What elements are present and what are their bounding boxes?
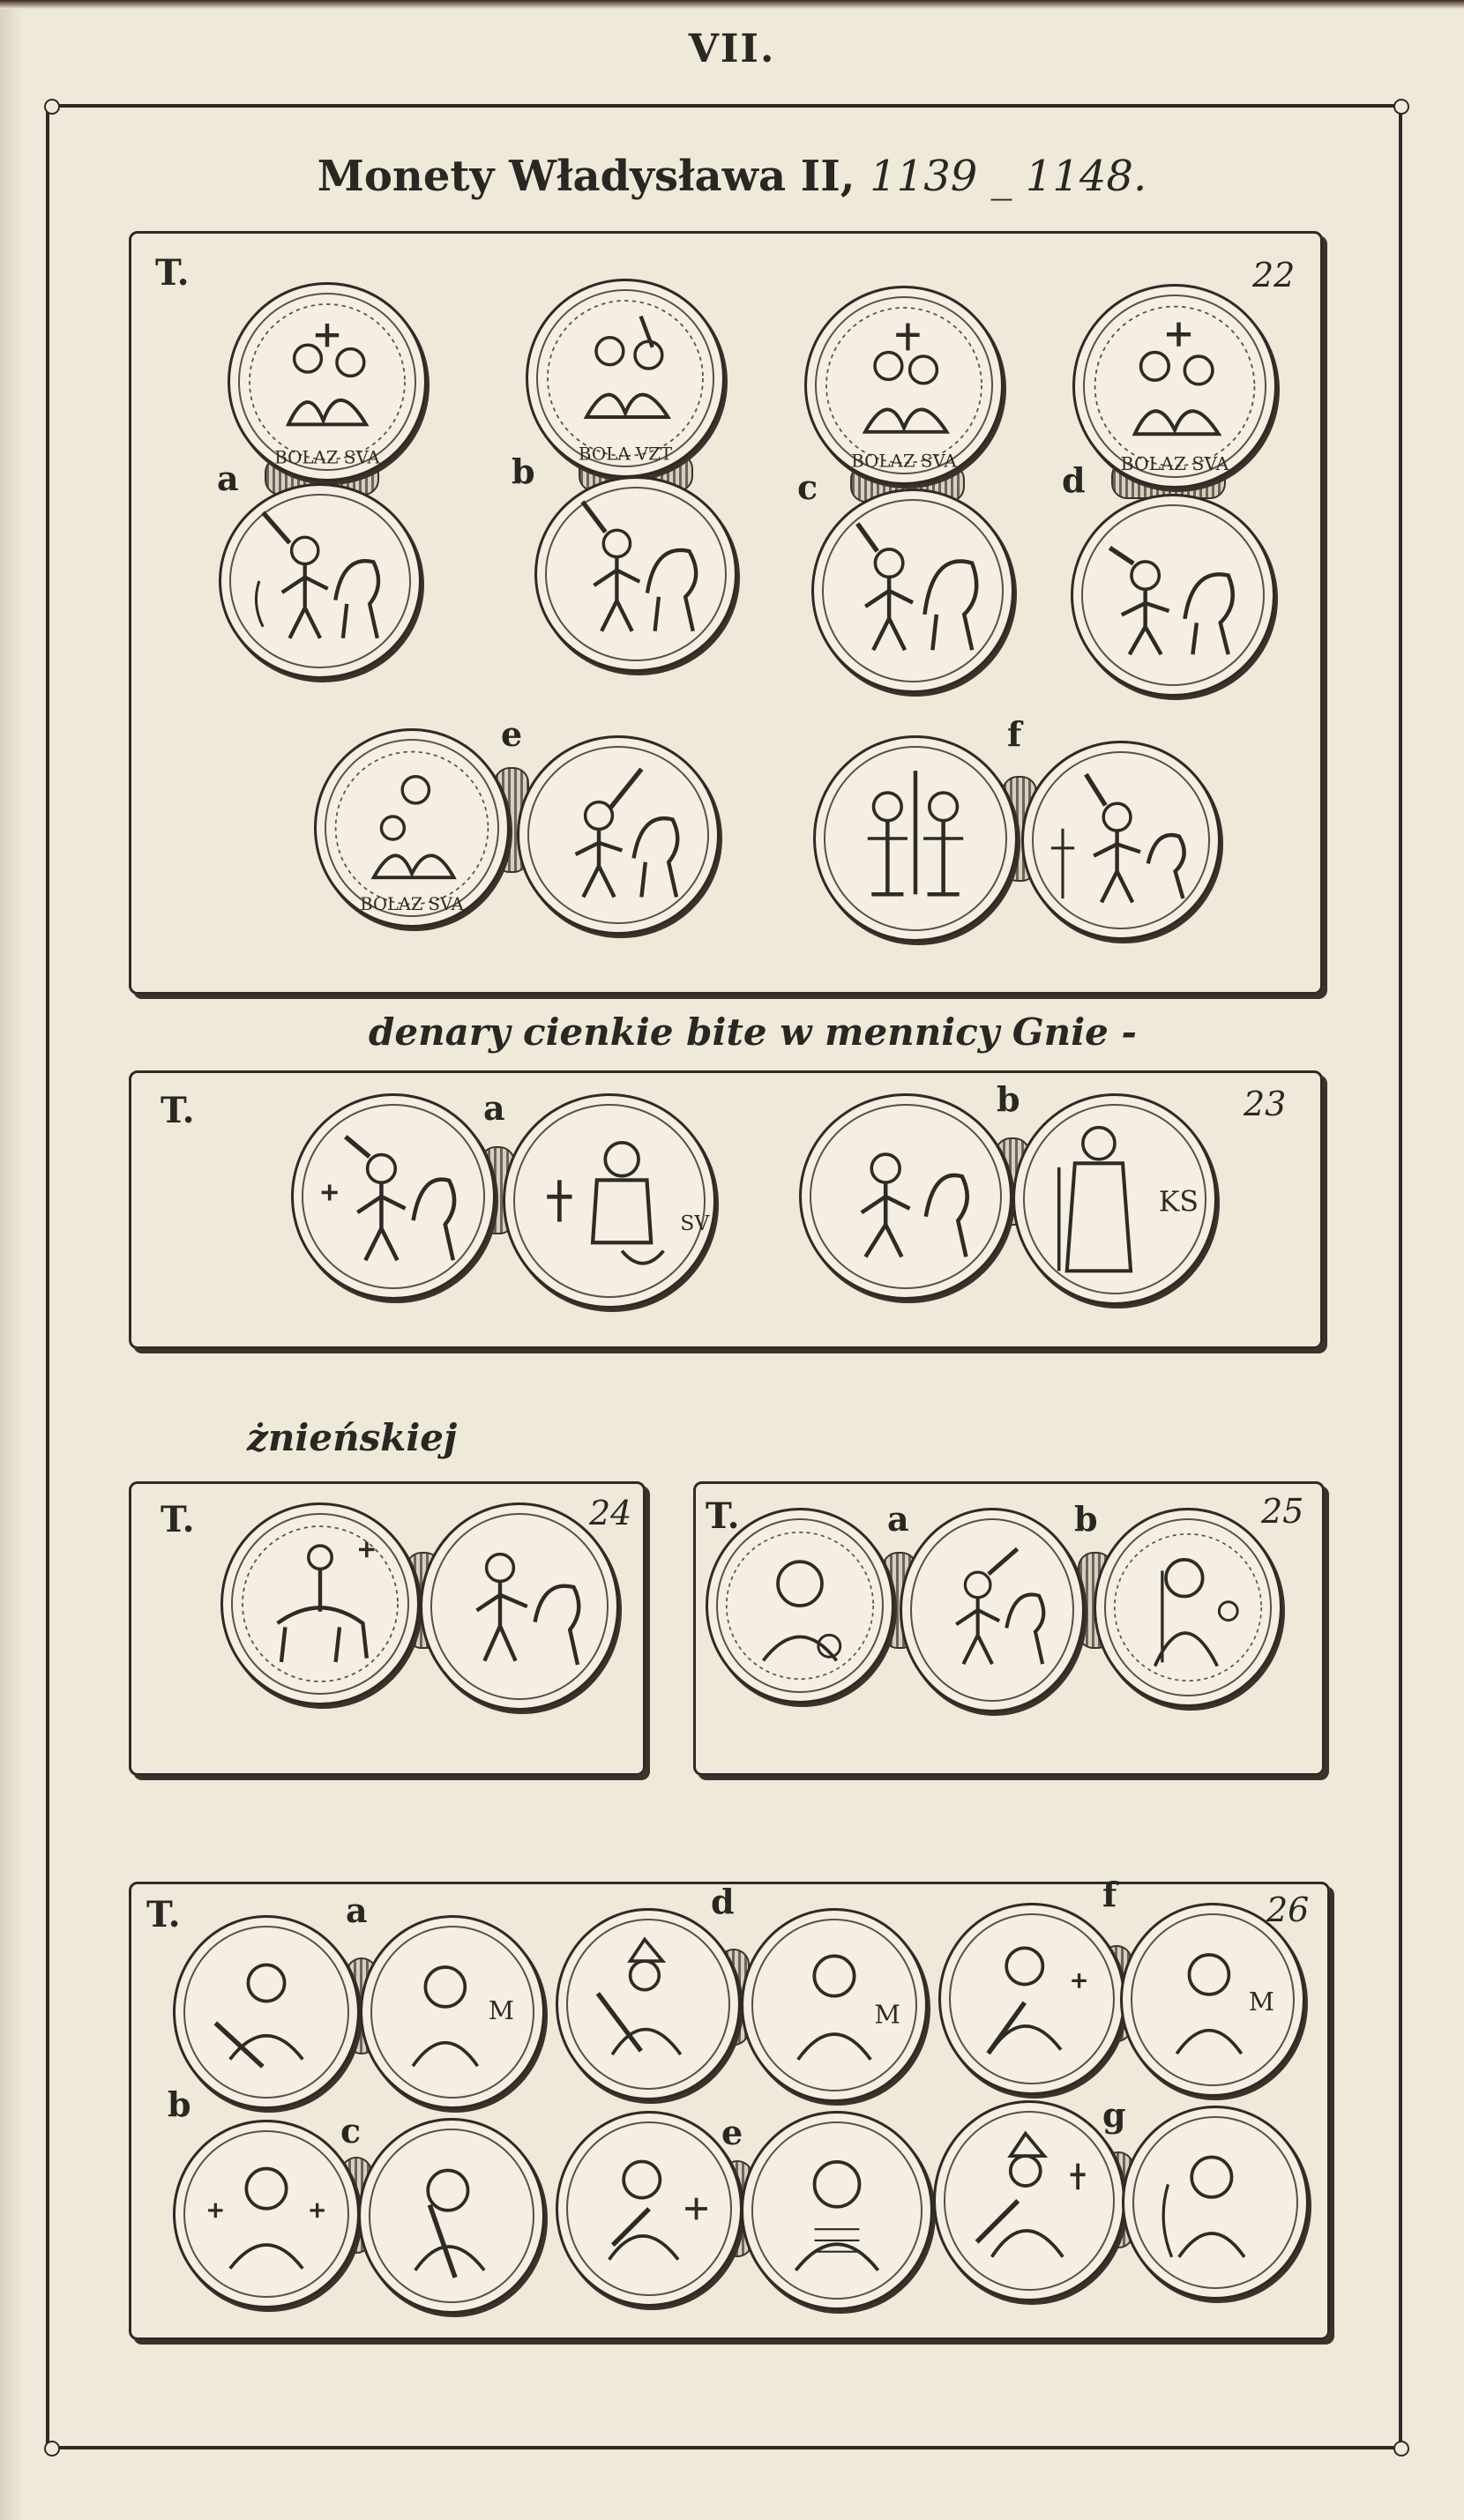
- coin-label-g: g: [1102, 2095, 1126, 2135]
- coin-22a-obverse: [228, 282, 427, 481]
- bust-engraving: [743, 2114, 930, 2308]
- coin-label-f: f: [1102, 1875, 1117, 1914]
- frame-corner-ring: [44, 99, 60, 115]
- svg-text:BOLA VZT: BOLA VZT: [578, 444, 673, 465]
- title-dates: 1139 _ 1148.: [870, 152, 1147, 201]
- coin-26f-obverse: [938, 1903, 1125, 2095]
- coin-22c-reverse: [811, 488, 1014, 693]
- svg-text:BOLAZ SVA: BOLAZ SVA: [360, 893, 464, 914]
- panel-t-mark: T.: [155, 252, 190, 294]
- warrior-lion-engraving: [814, 491, 1012, 690]
- svg-text:KS: KS: [1158, 1186, 1199, 1219]
- coin-22b-reverse: [534, 476, 737, 672]
- bishop-with-sword-engraving: [558, 1911, 738, 2098]
- coin-22e-obverse: [314, 728, 510, 928]
- coin-26b: [173, 2120, 360, 2308]
- seated-figures-engraving: [528, 281, 722, 475]
- panel-number: 22: [1252, 256, 1296, 294]
- plate-number: VII.: [688, 26, 776, 71]
- panel-t-mark: T.: [146, 1894, 181, 1935]
- bust-with-sword-engraving: [558, 2114, 740, 2304]
- coin-22d-reverse: [1071, 494, 1275, 697]
- coin-22f-reverse: [1021, 741, 1221, 940]
- coin-label-c: c: [340, 2111, 362, 2151]
- svg-text:M: M: [1248, 1987, 1275, 2017]
- coin-25a: [900, 1508, 1085, 1712]
- coin-23b-reverse: [1012, 1093, 1217, 1305]
- coin-23b-obverse: [799, 1093, 1012, 1300]
- coin-26f-reverse: [1120, 1903, 1305, 2097]
- panel-number: 24: [589, 1494, 632, 1532]
- coin-label-b: b: [1074, 1499, 1098, 1539]
- frame-corner-ring: [1393, 2441, 1409, 2457]
- coin-label-a: a: [217, 459, 239, 498]
- two-figures-engraving: [816, 738, 1015, 939]
- frame-corner-ring: [44, 2441, 60, 2457]
- page-top-edge: [0, 0, 1464, 9]
- coin-label-d: d: [711, 1882, 735, 1921]
- caption-line-two: żnieńskiej: [247, 1416, 458, 1459]
- svg-text:BOLAZ SVA: BOLAZ SVA: [274, 447, 380, 468]
- coin-label-c: c: [797, 467, 818, 507]
- seated-figures-engraving: [1075, 287, 1274, 486]
- warrior-lion-engraving: [422, 1505, 616, 1708]
- coin-24-reverse: [420, 1502, 619, 1711]
- coin-26a-obverse: [173, 1915, 360, 2109]
- warrior-lion-engraving: [1024, 743, 1218, 937]
- bust-engraving: [362, 1918, 542, 2106]
- coin-22b-obverse: [526, 279, 725, 478]
- seated-figures-engraving: [230, 285, 424, 479]
- coin-22a-reverse: [219, 483, 422, 679]
- coin-22c-obverse: [804, 286, 1004, 485]
- coin-25-obverse: [706, 1508, 894, 1704]
- coin-24-obverse: [220, 1502, 420, 1705]
- coin-23a-obverse: [291, 1093, 496, 1300]
- coin-26d-reverse: [741, 1908, 928, 2102]
- panel-t-mark: T.: [706, 1495, 740, 1537]
- coin-22d-obverse: [1072, 284, 1277, 488]
- coin-22e-reverse: [517, 735, 720, 935]
- coin-26g-reverse: [1122, 2106, 1309, 2300]
- bust-engraving: [176, 2122, 357, 2306]
- panel-number: 23: [1244, 1085, 1287, 1123]
- coin-label-e: e: [721, 2113, 743, 2152]
- warrior-lion-engraving: [802, 1096, 1010, 1297]
- coin-label-a: a: [887, 1499, 909, 1539]
- warrior-lion-engraving: [1073, 496, 1273, 694]
- warrior-lion-engraving: [294, 1096, 493, 1297]
- bust-engraving: [1123, 1905, 1303, 2094]
- seated-figures-engraving: [807, 288, 1001, 482]
- warrior-lion-engraving: [221, 486, 419, 676]
- coin-25b: [1094, 1508, 1282, 1707]
- title-main: Monety Władysława II,: [317, 152, 855, 201]
- panel-t-mark: T.: [161, 1499, 195, 1540]
- svg-text:M: M: [488, 1995, 515, 2026]
- coin-26a-reverse: [360, 1915, 545, 2109]
- svg-text:M: M: [874, 1999, 900, 2030]
- panel-number: 25: [1261, 1492, 1304, 1531]
- panel-number: 26: [1266, 1890, 1310, 1929]
- coin-26e-reverse: [741, 2111, 933, 2310]
- svg-text:BOLAZ SVA: BOLAZ SVA: [1120, 452, 1229, 474]
- coin-label-b: b: [997, 1079, 1020, 1119]
- bishop-with-sword-engraving: [936, 2103, 1123, 2299]
- frame-corner-ring: [1393, 99, 1409, 115]
- horseman-engraving: [223, 1505, 417, 1703]
- bust-with-sword-engraving: [176, 1918, 357, 2106]
- svg-text:SV: SV: [680, 1211, 710, 1236]
- bust-with-sword-engraving: [941, 1905, 1123, 2092]
- coin-23a-reverse: [503, 1093, 716, 1308]
- seated-figures-engraving: [317, 731, 507, 925]
- bust-with-sword-engraving: [361, 2121, 542, 2311]
- standing-saint-engraving: [1015, 1096, 1214, 1302]
- seated-saint-engraving: [505, 1096, 713, 1306]
- panel-t-mark: T.: [161, 1090, 195, 1131]
- page-gutter-shadow: [0, 0, 23, 2520]
- coin-label-d: d: [1062, 460, 1086, 500]
- plate-title: [0, 152, 1464, 201]
- svg-text:BOLAZ SVA: BOLAZ SVA: [851, 451, 957, 472]
- warrior-lion-engraving: [519, 738, 717, 932]
- warrior-lion-engraving: [902, 1510, 1082, 1710]
- coin-label-b: b: [512, 451, 535, 491]
- coin-26d-obverse: [556, 1908, 741, 2100]
- coin-label-a: a: [346, 1890, 368, 1930]
- coin-26e-obverse: [556, 2111, 743, 2307]
- warrior-lion-engraving: [537, 479, 735, 669]
- coin-26c: [358, 2118, 545, 2314]
- caption-line-one: denary cienkie bite w mennicy Gnie -: [369, 1010, 1137, 1054]
- coin-label-a: a: [483, 1088, 505, 1128]
- bust-engraving: [1096, 1510, 1280, 1704]
- coin-22f-obverse: [813, 735, 1018, 942]
- coin-label-b: b: [168, 2084, 191, 2124]
- coin-label-f: f: [1007, 714, 1022, 754]
- bust-engraving: [1124, 2108, 1306, 2297]
- bust-engraving: [708, 1510, 892, 1701]
- coin-label-e: e: [501, 714, 523, 754]
- bust-engraving: [743, 1911, 925, 2099]
- coin-26g-obverse: [933, 2100, 1125, 2301]
